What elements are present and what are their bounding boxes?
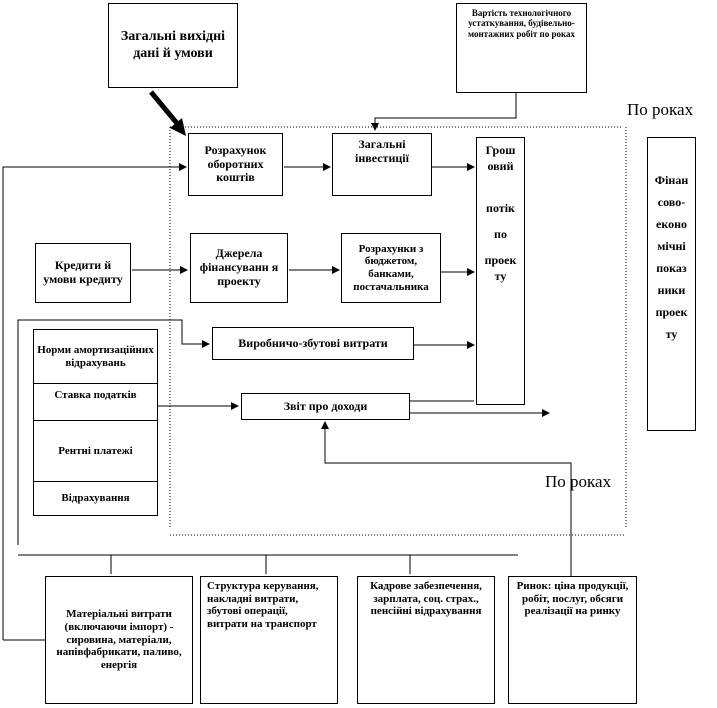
amortization-cell: Норми амортизаційних відрахувань — [34, 330, 157, 384]
income-report-box: Звіт про доходи — [241, 393, 410, 420]
by-years-top-label: По роках — [627, 100, 694, 119]
cash-flow-line-5: по — [494, 227, 507, 241]
cash-flow-line-6: проек — [484, 253, 517, 267]
settlements-box: Розрахунки з бюджетом, банками, постачальника — [341, 233, 441, 303]
rent-cell: Рентні платежі — [34, 421, 157, 482]
fin-line-5: показ — [656, 261, 687, 275]
market-box: Ринок: ціна продукції, робіт, послуг, обсяги реалізації на ринку — [508, 576, 637, 704]
cash-flow-line-7: ту — [494, 269, 507, 283]
financing-sources-box: Джерела фінансуванн я проекту — [190, 233, 288, 303]
by-years-bottom-label: По роках — [545, 472, 612, 491]
cash-flow-box — [476, 137, 525, 405]
working-capital-box: Розрахунок оборотних коштів — [188, 133, 283, 196]
management-structure-box: Структура керування, накладні витрати, збутові операції, витрати на транспорт — [200, 576, 338, 704]
financial-indicators-box — [647, 137, 696, 431]
cash-flow-line-4: потік — [486, 201, 515, 215]
fin-line-3: еконо — [656, 217, 687, 231]
fin-line-2: сово- — [657, 195, 686, 209]
fin-line-4: мічні — [657, 239, 686, 253]
arrow-equipment-to-investment — [375, 93, 516, 130]
cash-flow-line-1: Грош — [485, 143, 516, 157]
deductions-cell: Відрахування — [61, 492, 130, 505]
arrow-market-to-income — [325, 422, 571, 576]
left-parameters-stack — [33, 329, 158, 516]
fin-line-7: проек — [655, 305, 688, 319]
materials-box: Матеріальні витрати (включаючи імпорт) - сировина, матеріали, напівфабрикати, паливо, енергія — [45, 576, 193, 704]
production-costs-box: Виробничо-збутові витрати — [212, 327, 414, 360]
fin-line-6: ники — [657, 283, 686, 297]
general-input-box: Загальні вихідні дані й умови — [108, 3, 238, 88]
tax-rate-cell: Ставка податків — [34, 383, 157, 421]
thick-arrow-shaft — [151, 92, 180, 127]
fin-line-1: Фінан — [654, 173, 689, 187]
fin-line-8: ту — [665, 327, 678, 341]
total-investment-box: Загальні інвестиції — [332, 133, 432, 196]
credits-box: Кредити й умови кредиту — [35, 243, 131, 303]
cash-flow-line-2: овий — [487, 159, 514, 173]
equipment-cost-box: Вартість технологічного устаткування, будівельно-монтажних робіт по роках — [456, 3, 587, 93]
staffing-box: Кадрове забезпечення, зарплата, соц. страх., пенсійні відрахування — [357, 576, 495, 704]
